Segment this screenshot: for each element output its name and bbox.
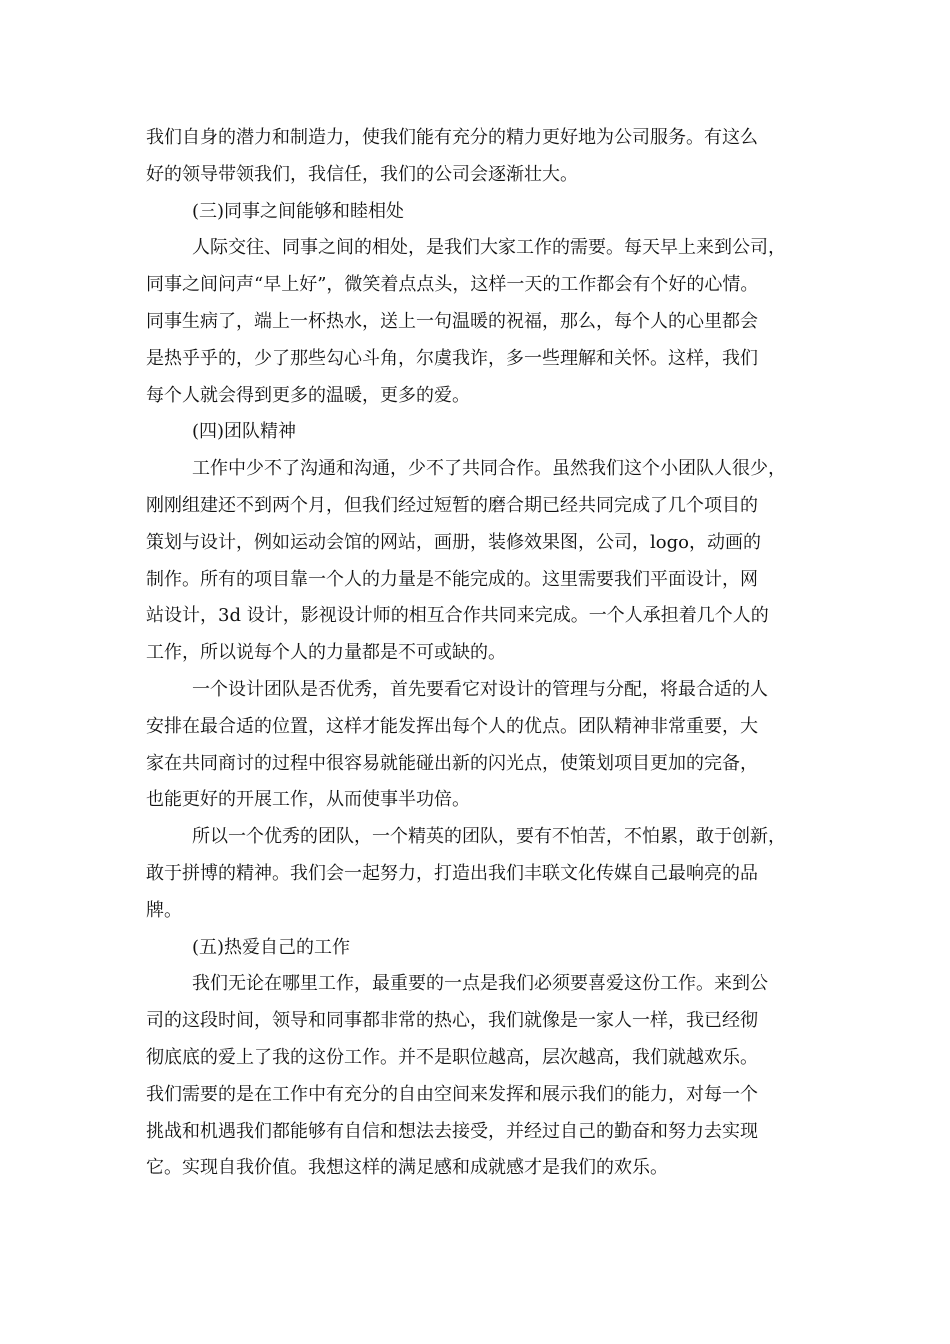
document-body [146,120,836,1187]
text-line: 是热乎乎的，少了那些勾心斗角，尔虞我诈，多一些理解和关怀。这样，我们 [146,347,758,369]
text-line: 好的领导带领我们，我信任，我们的公司会逐渐壮大。 [146,163,578,185]
text-line: 牌。 [146,899,182,921]
text-line: (三)同事之间能够和睦相处 [192,200,405,222]
text-line: 挑战和机遇我们都能够有自信和想法去接受，并经过自己的勤奋和努力去实现 [146,1120,758,1142]
text-line: 每个人就会得到更多的温暖，更多的爱。 [146,384,470,406]
text-line: 敢于拼博的精神。我们会一起努力，打造出我们丰联文化传媒自己最响亮的品 [146,862,758,884]
text-line: 同事生病了，端上一杯热水，送上一句温暖的祝福，那么，每个人的心里都会 [146,310,758,332]
text-line: 家在共同商讨的过程中很容易就能碰出新的闪光点，使策划项目更加的完备， [146,752,758,774]
text-line: 我们无论在哪里工作，最重要的一点是我们必须要喜爱这份工作。来到公 [192,973,768,995]
text-line: 人际交往、同事之间的相处，是我们大家工作的需要。每天早上来到公司， [192,237,786,259]
text-line: 工作中少不了沟通和沟通，少不了共同合作。虽然我们这个小团队人很少， [192,458,786,480]
text-line: (四)团队精神 [192,421,297,443]
text-line: 彻底底的爱上了我的这份工作。并不是职位越高，层次越高，我们就越欢乐。 [146,1046,758,1068]
text-line: 策划与设计，例如运动会馆的网站，画册，装修效果图，公司，logo，动画的 [146,531,761,553]
text-line: 工作，所以说每个人的力量都是不可或缺的。 [146,642,506,664]
text-line: 也能更好的开展工作，从而使事半功倍。 [146,789,470,811]
text-line: 同事之间问声“早上好”，微笑着点点头，这样一天的工作都会有个好的心情。 [146,274,759,296]
text-line: 站设计，3d 设计，影视设计师的相互合作共同来完成。一个人承担着几个人的 [146,605,769,627]
text-line: 安排在最合适的位置，这样才能发挥出每个人的优点。团队精神非常重要，大 [146,715,758,737]
text-line: 它。实现自我价值。我想这样的满足感和成就感才是我们的欢乐。 [146,1157,668,1179]
text-line: 我们需要的是在工作中有充分的自由空间来发挥和展示我们的能力，对每一个 [146,1083,758,1105]
text-line: 所以一个优秀的团队，一个精英的团队，要有不怕苦，不怕累，敢于创新， [192,826,786,848]
text-line: (五)热爱自己的工作 [192,936,351,958]
text-line: 刚刚组建还不到两个月，但我们经过短暂的磨合期已经共同完成了几个项目的 [146,494,758,516]
text-line: 一个设计团队是否优秀，首先要看它对设计的管理与分配，将最合适的人 [192,678,768,700]
text-line: 制作。所有的项目靠一个人的力量是不能完成的。这里需要我们平面设计，网 [146,568,758,590]
text-line: 司的这段时间，领导和同事都非常的热心，我们就像是一家人一样，我已经彻 [146,1010,758,1032]
text-line: 我们自身的潜力和制造力，使我们能有充分的精力更好地为公司服务。有这么 [146,127,758,148]
